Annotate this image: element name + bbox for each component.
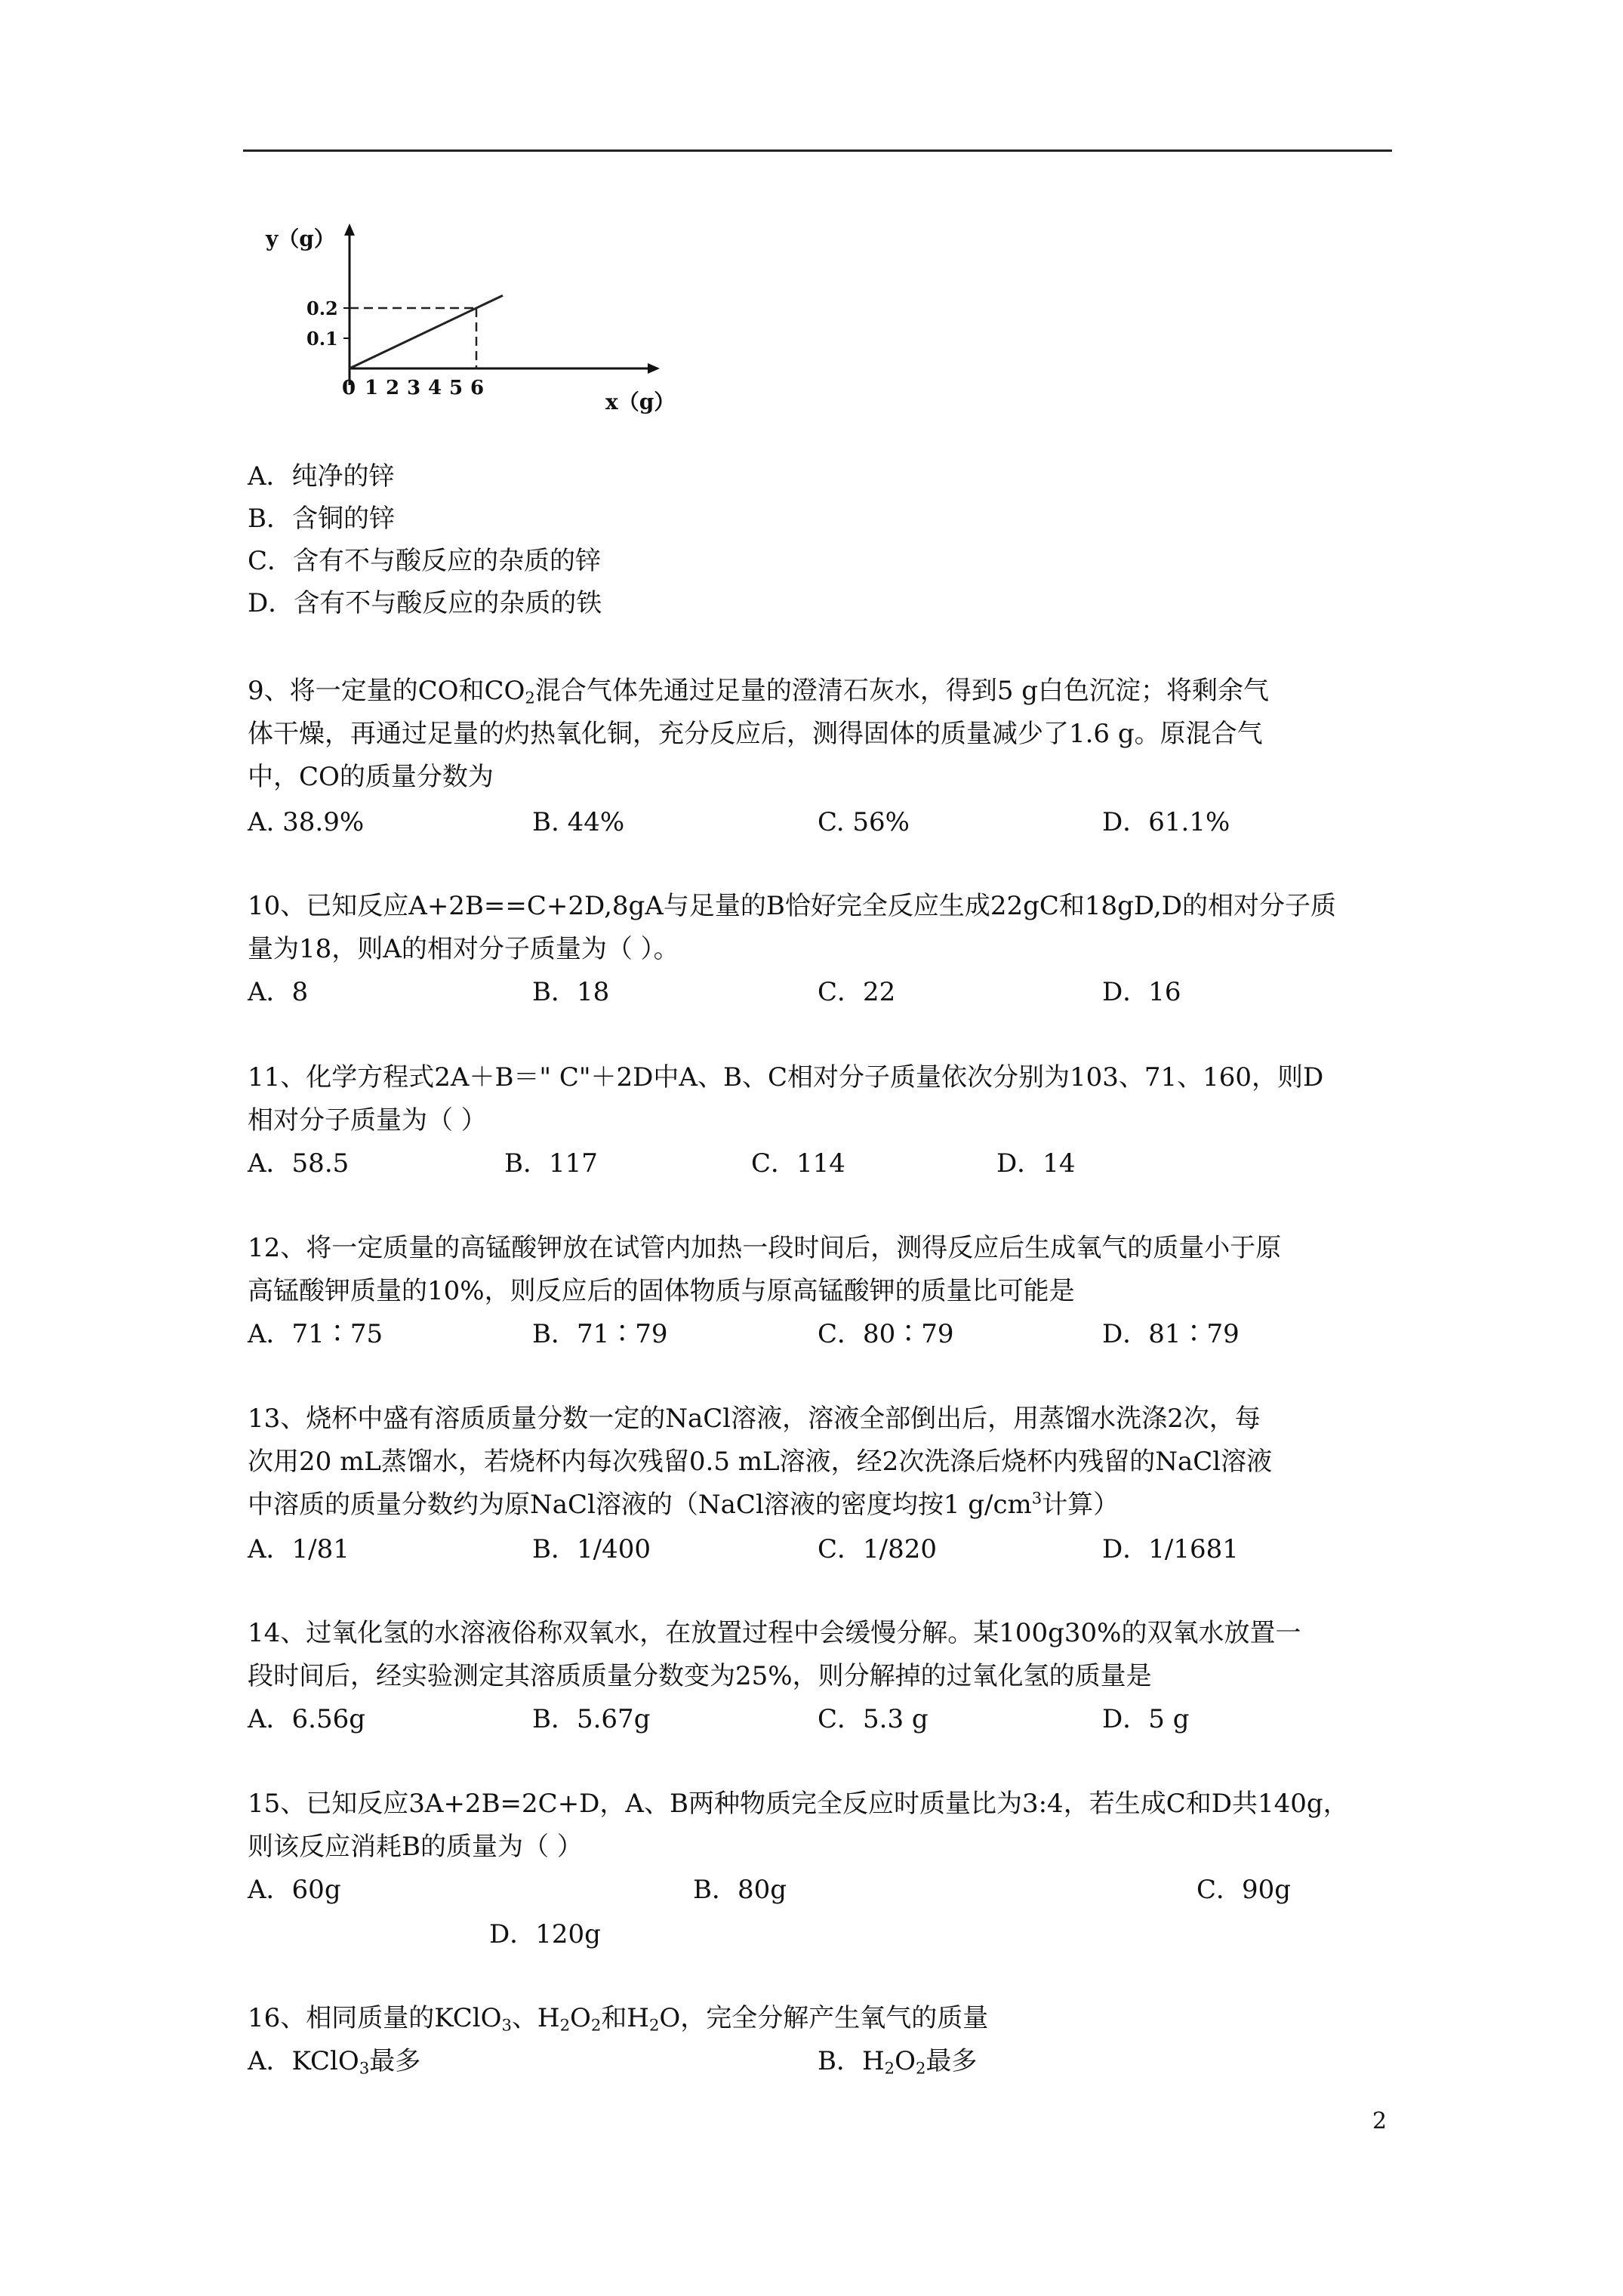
header-rule: [243, 149, 1392, 152]
q16-option-b: B．$H_2O_2$最多: [818, 2046, 978, 2078]
y-tick-label: 0.2: [306, 297, 338, 319]
x-tick-label: 4: [428, 377, 442, 399]
q12-line-1: 12、将一定质量的高锰酸钾放在试管内加热一段时间后，测得反应后生成氧气的质量小于原: [248, 1233, 1282, 1263]
q9-option-b: B. 44%: [532, 807, 625, 837]
q15-option-b: B．80g: [693, 1875, 787, 1905]
q14-option-c: C．5.3 g: [818, 1704, 929, 1734]
q15-line-2: 则该反应消耗B的质量为（ ）: [248, 1832, 583, 1862]
q11-line-1: 11、化学方程式2A＋B＝" C"＋2D中A、B、C相对分子质量依次分别为103、71、160，则D: [248, 1062, 1324, 1093]
q11-option-c: C．114: [751, 1148, 845, 1179]
q16-option-a: A．KClO$_3$最多: [248, 2046, 421, 2078]
x-tick-label: 2: [386, 377, 400, 399]
q10-option-c: C．22: [818, 977, 896, 1007]
q9-line-1: 9、将一定量的CO和$CO_2$混合气体先通过足量的澄清石灰水，得到5 g白色沉淀；将剩余气: [248, 676, 1270, 707]
q8-option-d: D．含有不与酸反应的杂质的铁: [248, 588, 602, 618]
chart-axes: [344, 223, 660, 385]
x-tick-label: 1: [365, 377, 379, 399]
q10-line-2: 量为18，则A的相对分子质量为（ ）。: [248, 934, 679, 964]
q13-option-b: B．1/400: [532, 1534, 651, 1564]
q14-option-b: B．5.67g: [532, 1704, 651, 1734]
q12-option-c: C．80∶79: [818, 1319, 954, 1349]
q9-option-c: C. 56%: [818, 807, 910, 837]
q10-option-b: B．18: [532, 977, 610, 1007]
q8-option-a: A．纯净的锌: [248, 461, 395, 492]
q10-option-d: D．16: [1102, 977, 1181, 1007]
q8-option-c: C．含有不与酸反应的杂质的锌: [248, 546, 602, 576]
q11-option-d: D．14: [996, 1148, 1076, 1179]
q13-option-a: A．1/81: [248, 1534, 350, 1564]
q16-line-1: 16、相同质量的KClO$_3$、$H_2O_2$和$H_2O$，完全分解产生氧气的质量: [248, 2003, 989, 2035]
q9-option-d: D．61.1%: [1102, 807, 1230, 837]
q9-line-3: 中，CO的质量分数为: [248, 762, 494, 792]
q11-line-2: 相对分子质量为（ ）: [248, 1105, 487, 1136]
x-tick-label: 0: [342, 377, 356, 399]
x-axis-arrow: [648, 363, 660, 374]
x-tick-label: 6: [470, 377, 485, 399]
q8-option-b: B．含铜的锌: [248, 504, 395, 534]
q15-option-d: D．120g: [489, 1919, 601, 1949]
y-tick-label: 0.1: [306, 328, 338, 350]
q12-option-d: D．81∶79: [1102, 1319, 1240, 1349]
q9-line-2: 体干燥，再通过足量的灼热氧化铜，充分反应后，测得固体的质量减少了1.6 g。原混合气: [248, 719, 1263, 749]
y-axis-label: y（g）: [266, 227, 335, 251]
q12-line-2: 高锰酸钾质量的10%，则反应后的固体物质与原高锰酸钾的质量比可能是: [248, 1276, 1075, 1306]
q13-line-3: 中溶质的质量分数约为原NaCl溶液的（NaCl溶液的密度均按1 $g/cm^3$计算）: [248, 1488, 1119, 1520]
x-tick-label: 5: [449, 377, 463, 399]
q11-option-a: A．58.5: [248, 1148, 350, 1179]
q9-option-a: A. 38.9%: [248, 807, 365, 837]
q13-line-1: 13、烧杯中盛有溶质质量分数一定的NaCl溶液，溶液全部倒出后，用蒸馏水洗涤2次，每: [248, 1404, 1261, 1434]
q15-option-c: C．90g: [1196, 1875, 1292, 1905]
q12-option-a: A．71∶75: [248, 1319, 383, 1349]
x-tick-label: 3: [407, 377, 421, 399]
q15-line-1: 15、已知反应3A+2B=2C+D，A、B两种物质完全反应时质量比为3:4，若生成C和D共140g，: [248, 1789, 1349, 1819]
q14-line-1: 14、过氧化氢的水溶液俗称双氧水，在放置过程中会缓慢分解。某100g30%的双氧水放置一: [248, 1618, 1301, 1648]
q10-option-a: A．8: [248, 977, 309, 1007]
q11-option-b: B．117: [504, 1148, 598, 1179]
q15-option-a: A．60g: [248, 1875, 341, 1905]
q10-line-1: 10、已知反应A+2B==C+2D,8gA与足量的B恰好完全反应生成22gC和18gD,D的相对分子质: [248, 891, 1337, 921]
page-number: 2: [1372, 2108, 1387, 2134]
x-axis-label: x（g）: [605, 390, 676, 415]
q13-line-2: 次用20 mL蒸馏水，若烧杯内每次残留0.5 mL溶液，经2次洗涤后烧杯内残留的NaCl溶液: [248, 1447, 1273, 1477]
q12-option-b: B．71∶79: [532, 1319, 668, 1349]
series-line: [350, 295, 503, 368]
q14-option-d: D．5 g: [1102, 1704, 1190, 1734]
y-axis-arrow: [344, 223, 355, 236]
q13-option-c: C．1/820: [818, 1534, 937, 1564]
q14-option-a: A．6.56g: [248, 1704, 366, 1734]
q14-line-2: 段时间后，经实验测定其溶质质量分数变为25%，则分解掉的过氧化氢的质量是: [248, 1661, 1152, 1691]
q13-option-d: D．1/1681: [1102, 1534, 1239, 1564]
line-chart: [257, 220, 694, 424]
